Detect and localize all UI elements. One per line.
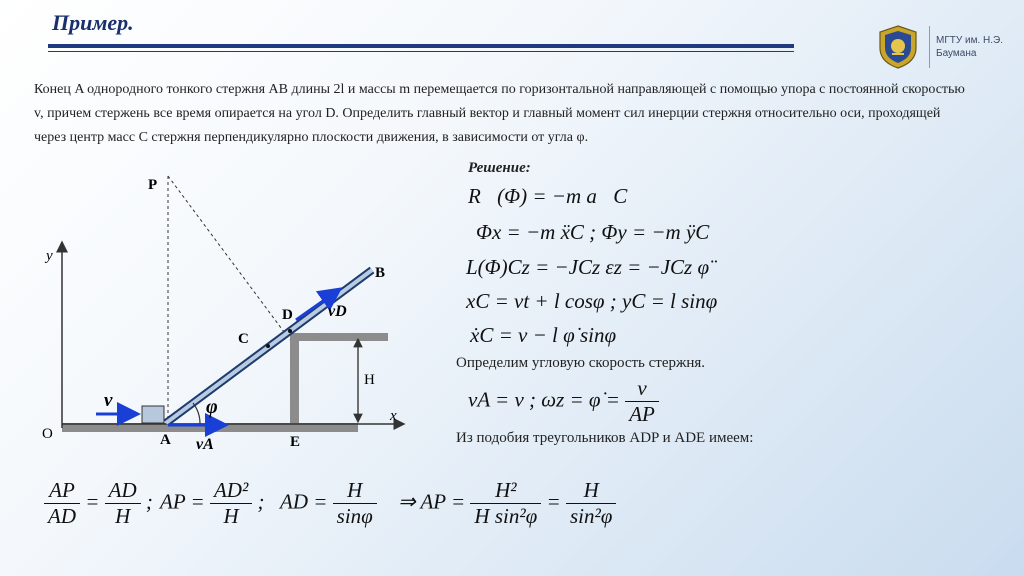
label-e: E — [290, 434, 301, 450]
equation-inertia-moment: L(Φ)Cz = −JCz εz = −JCz φ̈ — [466, 255, 710, 279]
page-title: Пример. — [52, 10, 134, 35]
label-p: P — [148, 177, 158, 193]
label-va: vA — [196, 436, 214, 453]
wall-block — [290, 335, 299, 427]
label-c: C — [238, 331, 249, 347]
label-v: v — [104, 390, 113, 411]
equation-ad-expression: AD = $\frac{H}{\sin\varphi}$ — [280, 478, 377, 529]
label-y: y — [46, 248, 53, 264]
label-h: H — [364, 372, 375, 388]
angular-velocity-text: Определим угловую скорость стержня. — [456, 355, 706, 371]
equation-ap-expression: AP = $\frac{\text{AD²}}{H}$ ; — [160, 478, 265, 528]
wall-top — [290, 333, 388, 341]
equation-force-components: Φx = −m ẍC ; Φy = −m ÿC — [476, 220, 710, 244]
similarity-text: Из подобия треугольников ADP и ADE имеем: — [456, 430, 754, 446]
label-vd: vD — [328, 303, 347, 320]
point-d — [288, 329, 292, 333]
label-a: A — [160, 432, 171, 448]
equation-coordinates: xC = vt + l cosφ ; yC = l sinφ — [466, 289, 718, 313]
slider-block — [142, 406, 164, 423]
equation-similarity-ratio: $\frac{AP}{AD}$ = $\frac{AD}{H}$ ; — [44, 478, 153, 529]
problem-statement: Конец A однородного тонкого стержня AB длины 2l и массы m перемещается по горизонтальной направляющей с помощью упора с постоянной скоростью v, причем стержень все время опирается на угол D. Определить главный вектор и главный момент сил инерции стержня относительно оси, проходящей через центр масс C стержня перпендикулярно плоскости движения, в зависимости от угла φ. — [34, 82, 965, 145]
label-d: D — [282, 307, 293, 323]
equation-angular-velocity: vA = v ; ωz = φ̇ = $\frac{v}{AP}$ — [468, 376, 659, 427]
dashed-pd — [168, 176, 290, 340]
solution-heading: Решение: — [468, 160, 531, 176]
label-b: B — [375, 265, 386, 281]
label-phi: φ — [206, 396, 218, 418]
institution-name: МГТУ им. Н.Э. Баумана — [936, 35, 1003, 59]
label-x: x — [390, 408, 397, 424]
equation-ap-result: ⇒ AP = $\frac{\text{H²}}{\text{H sin²φ}}$ = $\frac{H}{\text{sin²φ}}$ — [398, 478, 616, 529]
equation-inertia-force: R⃗(Φ) = −m a⃗C — [468, 184, 628, 208]
point-c — [266, 344, 270, 348]
equation-velocity-x: ẋC = v − l φ̇ sinφ — [470, 323, 617, 347]
label-o: O — [42, 426, 53, 442]
